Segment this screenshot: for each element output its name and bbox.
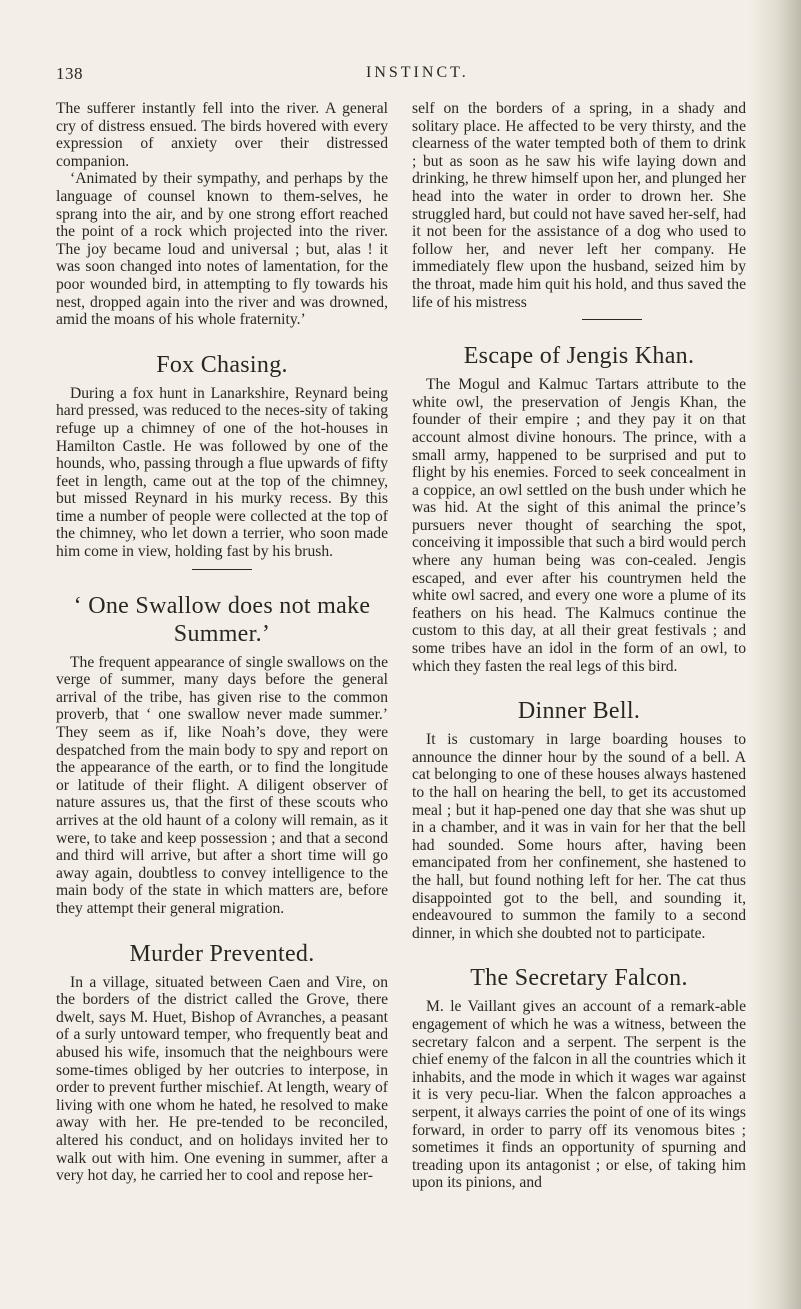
dinner-bell-heading: Dinner Bell. (517, 698, 641, 725)
sufferer-paragraph: The sufferer instantly fell into the river. A general cry of distress ensued. The birds hovered with every expression of anxiety over their distressed companion. (56, 100, 388, 170)
left-column (56, 100, 388, 1185)
jengis-khan-heading: Escape of Jengis Khan. (463, 343, 695, 370)
fox-chasing-text: During a fox hunt in Lanarkshire, Reynard being hard pressed, was reduced to the neces-sity of taking refuge up a chimney of one of the hot-houses in Hamilton Castle. He was followed by one of the hounds, who, passing through a flue upwards of fifty feet in length, came out at the top of the chimney, but missed Reynard in his murky recess. By this time a number of people were collected at the top of the chimney, who let down a terrier, who soon made him come in view, holding fast by his brush. (56, 384, 388, 561)
murder-prevented-text: In a village, situated between Caen and Vire, on the borders of the district called the Grove, there dwelt, says M. Huet, Bishop of Avranches, a peasant of a surly untoward temper, who frequently beat and abused his wife, insomuch that the neighbours were some-times obliged by her outcries to interpose, in order to prevent further mischief. At length, weary of living with one whom he hated, he resolved to make away with her. He pre-tended to be reconciled, altered his conduct, and on holidays invited her to walk out with him. One evening in summer, after a very hot day, he carried her to cool and repose her- (56, 973, 388, 1185)
secretary-falcon-heading: The Secretary Falcon. (470, 965, 688, 992)
section-divider (192, 569, 252, 570)
murder-continued-text: self on the borders of a spring, in a shady and solitary place. He affected to be very thirsty, and the clearness of the water tempted both of them to drink ; but as soon as he saw his wife laying down and drinking, he threw himself upon her, and plunged her head into the water in order to drown her. She struggled hard, but could not have saved her-self, had it not been for the assistance of a dog who used to follow her, and never left her company. He immediately flew upon the husband, seized him by the throat, made him quit his hold, and thus saved the life of his mistress (412, 100, 746, 311)
page-edge-shadow (749, 0, 801, 1309)
running-title: INSTINCT. (366, 64, 469, 81)
swallow-heading: ‘ One Swallow does not make Summer.’ (73, 592, 371, 647)
animated-paragraph: ‘Animated by their sympathy, and perhaps by the language of counsel known to them-selves, he sprang into the air, and by one strong effort reached the point of a rock which projected into the river. The joy became loud and universal ; but, alas ! it was soon changed into notes of lamentation, for the poor wounded bird, in attempting to fly towards his nest, dropped again into the river and was drowned, amid the moans of his whole fraternity.’ (56, 170, 388, 329)
dinner-bell-text: It is customary in large boarding houses to announce the dinner hour by the sound of a bell. A cat belonging to one of these houses always hastened to the hall on hearing the bell, to get its accustomed meal ; but it hap-pened one day that she was shut up in a chamber, and it was in vain for her that the bell had sounded. Some hours after, having been emancipated from her confinement, she hastened to the hall, but found nothing left for her. The cat thus disappointed got to the bell, and sounding it, endeavoured to summon the family to a second dinner, in which she doubted not to participate. (412, 731, 746, 942)
swallow-text: The frequent appearance of single swallows on the verge of summer, many days before the general arrival of the tribe, has given rise to the common proverb, that ‘ one swallow never made summer.’ They seem as if, like Noah’s dove, they were despatched from the main body to spy and report on the appearance of the earth, or to find the longitude or latitude of their flight. A diligent observer of nature assures us, that the first of these scouts who arrives at the old haunt of a colony will remain, as it were, to take and keep possession ; and that a second and third will arrive, but after a short time will go away again, doubtless to convey intelligence to the main body of the state in which matters are, before they attempt their general migration. (56, 653, 388, 917)
right-column (412, 100, 746, 1192)
jengis-khan-text: The Mogul and Kalmuc Tartars attribute to the white owl, the preservation of Jengis Khan, the founder of their empire ; and they pay it on that account almost divine honours. The prince, with a small army, happened to be surprised and put to flight by his enemies. Forced to seek concealment in a coppice, an owl settled on the bush under which he was hid. At the sight of this animal the prince’s pursuers never thought of searching the spot, conceiving it impossible that such a bird would perch where any human being was con-cealed. Jengis escaped, and ever after his countrymen held the white owl sacred, and every one wore a plume of its feathers on his head. The Kalmucs continue the custom to this day, at all their great festivals ; and some tribes have an idol in the form of an owl, to which they fasten the real legs of this bird. (412, 376, 746, 675)
murder-prevented-heading: Murder Prevented. (129, 940, 315, 967)
page-header (56, 64, 756, 86)
page-number: 138 (56, 64, 83, 83)
fox-chasing-heading: Fox Chasing. (156, 351, 288, 378)
secretary-falcon-text: M. le Vaillant gives an account of a remark-able engagement of which he was a witness, between the secretary falcon and a serpent. The serpent is the chief enemy of the falcon in all the countries which it inhabits, and the mode in which it wages war against it is very pecu-liar. When the falcon approaches a serpent, it always carries the point of one of its wings forward, in order to parry off its venomous bites ; sometimes it finds an opportunity of spurning and treading upon its antagonist ; or else, of taking him upon its pinions, and (412, 998, 746, 1192)
section-divider (582, 319, 642, 320)
